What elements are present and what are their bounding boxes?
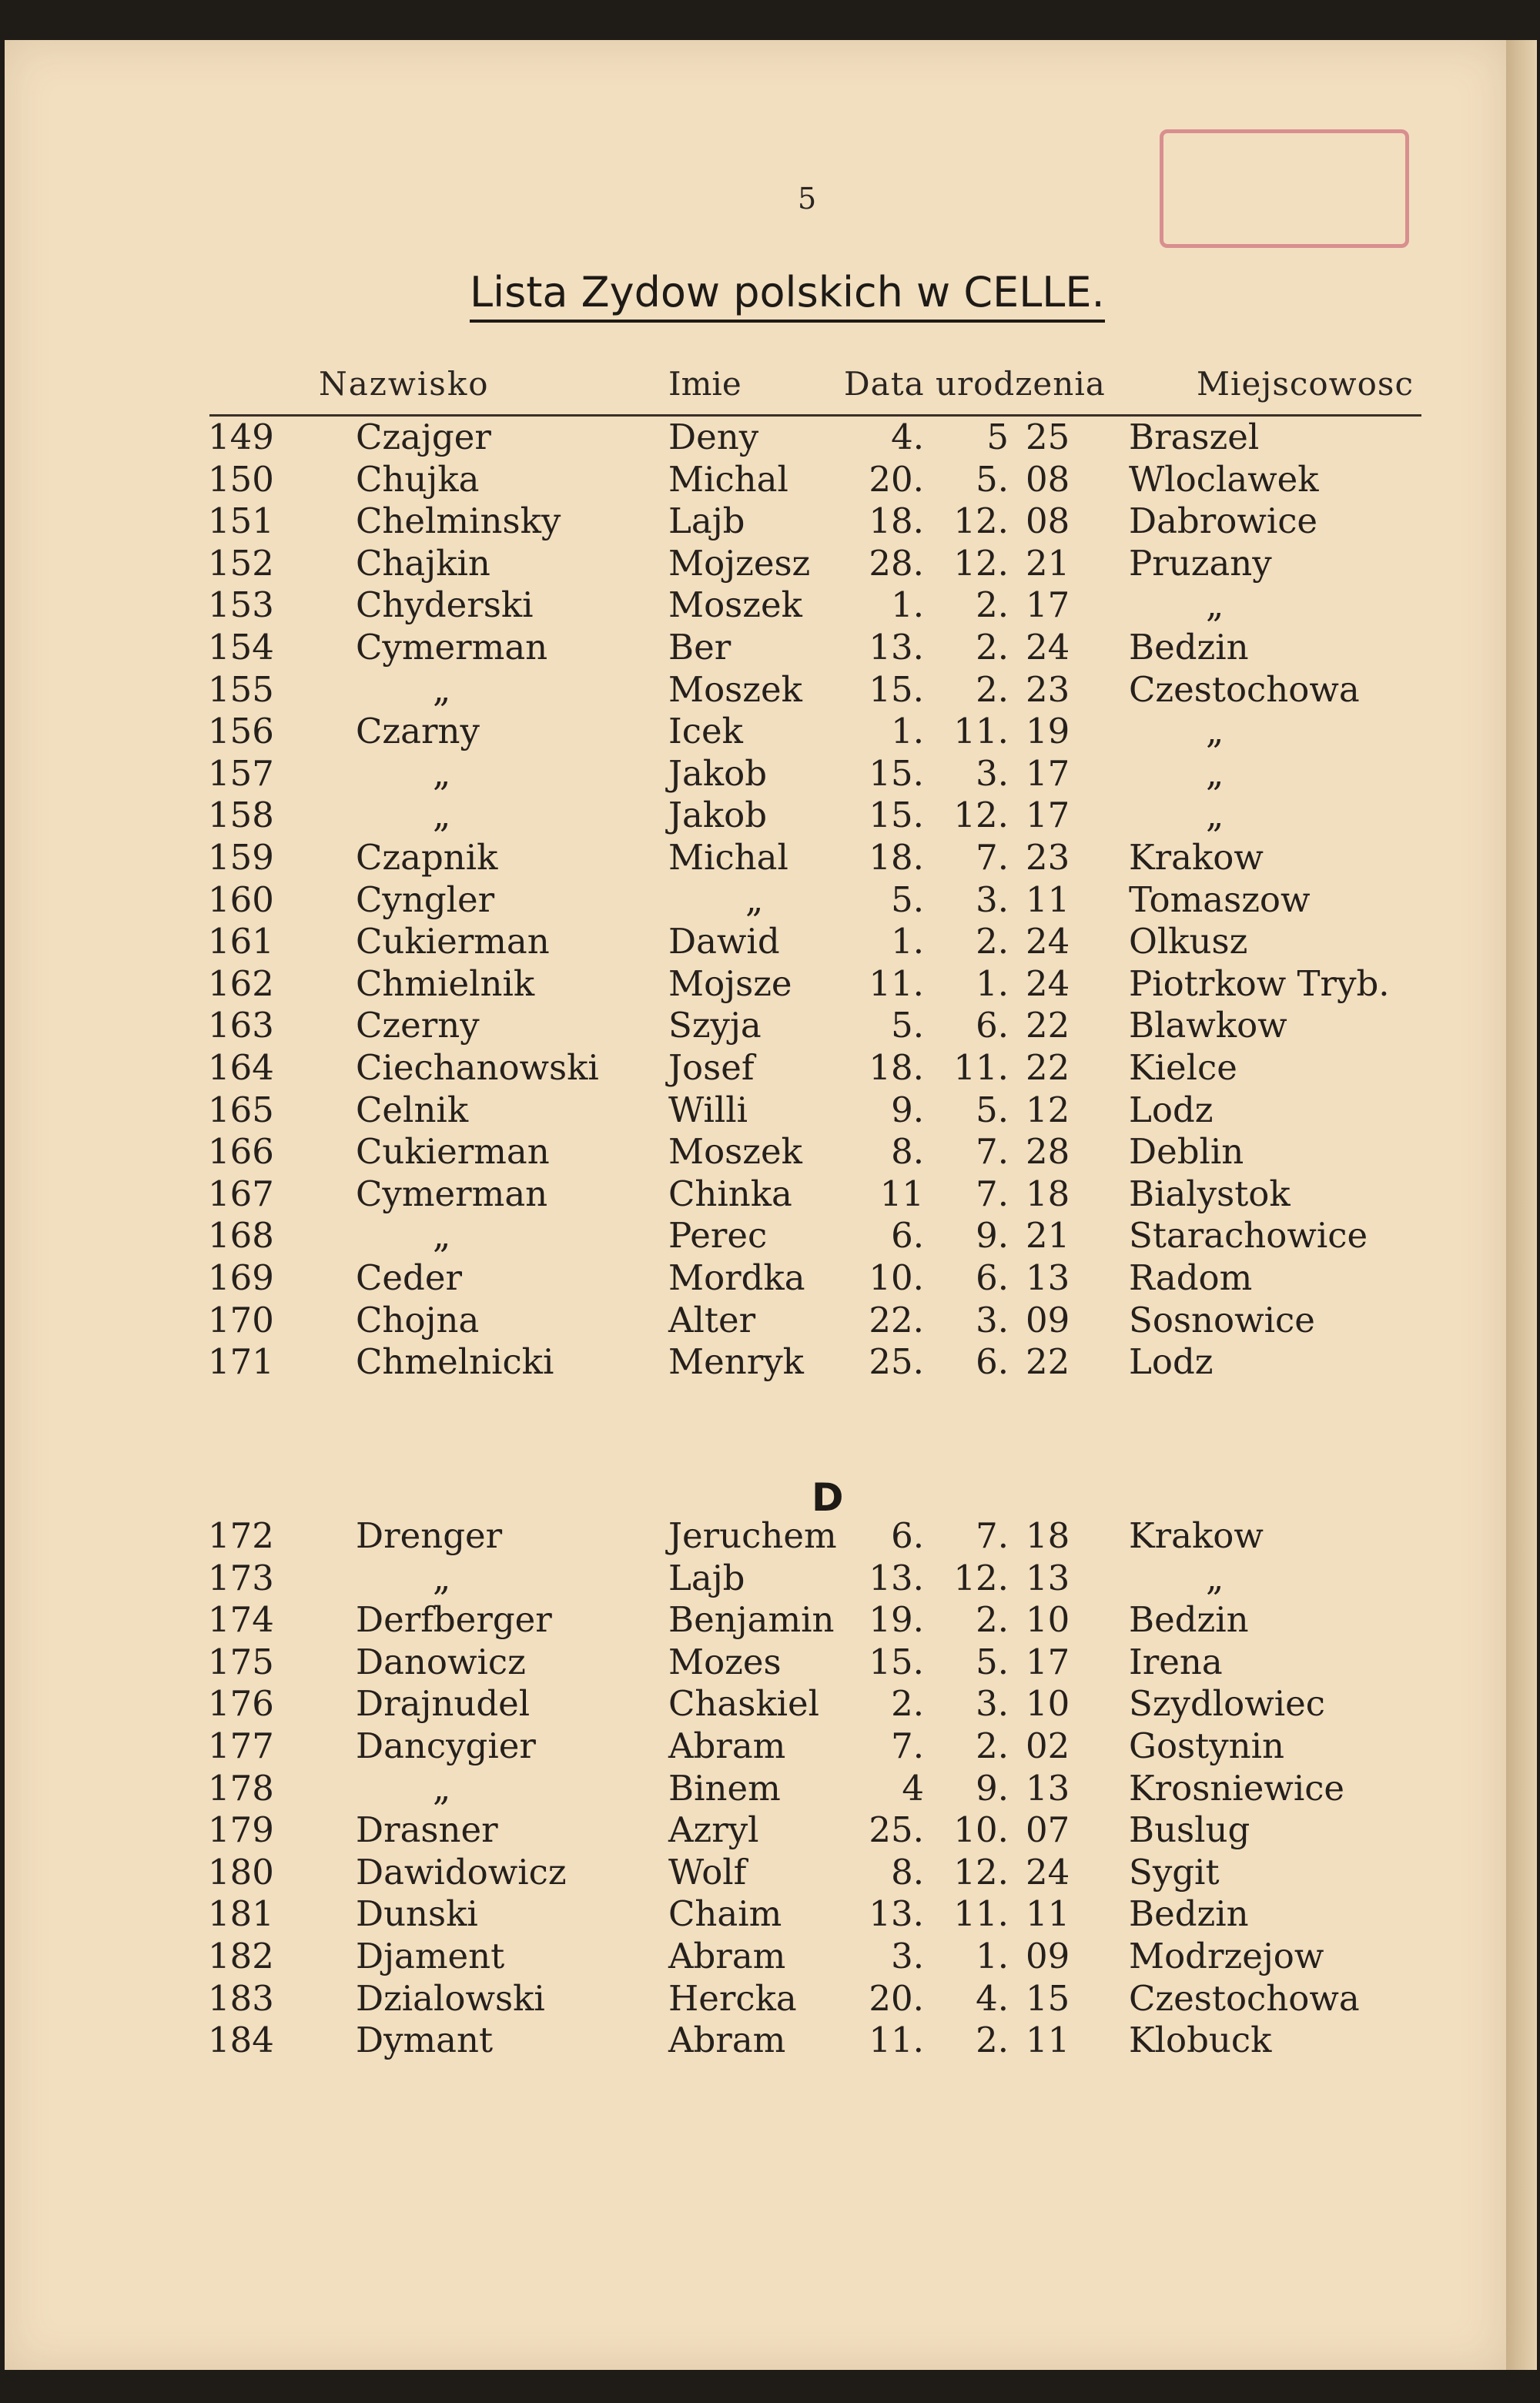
row-place: Czestochowa: [1129, 1977, 1360, 2019]
row-day: 15.: [869, 795, 924, 836]
row-first-name: Menryk: [668, 1341, 804, 1383]
row-number: 161: [208, 921, 274, 962]
row-surname: Celnik: [356, 1089, 469, 1130]
row-number: 151: [208, 500, 274, 542]
table-row: [5, 1340, 1506, 1383]
row-first-name: Willi: [668, 1089, 748, 1130]
row-day: 11: [879, 1173, 924, 1214]
row-first-name: Michal: [668, 837, 788, 878]
table-row: [5, 458, 1506, 500]
row-year: 13: [1026, 1557, 1070, 1598]
row-day: 13.: [869, 627, 924, 668]
row-first-name: Ber: [668, 627, 732, 668]
row-day: 25.: [869, 1809, 924, 1851]
row-year: 18: [1026, 1515, 1070, 1556]
table-row: [5, 1851, 1506, 1893]
row-first-name: Jakob: [668, 752, 768, 794]
row-year: 11: [1026, 2020, 1070, 2061]
table-row: [5, 1809, 1506, 1851]
row-place: Dabrowice: [1129, 500, 1318, 542]
row-surname: Cymerman: [356, 627, 548, 668]
row-first-name: „: [745, 879, 764, 920]
table-row: [5, 1173, 1506, 1215]
row-month: 3.: [976, 879, 1009, 920]
row-first-name: Jeruchem: [668, 1515, 837, 1556]
row-first-name: Wolf: [668, 1851, 747, 1893]
row-place: Gostynin: [1129, 1725, 1284, 1766]
row-year: 17: [1026, 795, 1070, 836]
row-day: 8.: [891, 1851, 924, 1893]
row-number: 165: [208, 1089, 274, 1130]
row-first-name: Michal: [668, 458, 788, 500]
row-first-name: Benjamin: [668, 1599, 835, 1641]
row-number: 166: [208, 1131, 274, 1173]
row-month: 10.: [953, 1809, 1009, 1851]
header-birth-date: Data urodzenia: [844, 365, 1106, 403]
row-place: Piotrkow Tryb.: [1129, 962, 1390, 1004]
row-month: 7.: [976, 837, 1009, 878]
row-month: 3.: [976, 752, 1009, 794]
row-surname: „: [433, 1215, 451, 1257]
row-number: 155: [208, 668, 274, 710]
row-surname: Ceder: [356, 1257, 463, 1298]
row-place: Bedzin: [1129, 1893, 1249, 1935]
table-row: [5, 1089, 1506, 1131]
row-surname: Dunski: [356, 1893, 478, 1935]
table-row: [5, 1935, 1506, 1977]
row-month: 2.: [976, 1725, 1009, 1766]
row-month: 2.: [976, 2020, 1009, 2061]
row-surname: Derfberger: [356, 1599, 552, 1641]
table-row: [5, 1130, 1506, 1173]
row-number: 171: [208, 1341, 274, 1383]
row-place: Starachowice: [1129, 1215, 1368, 1257]
row-surname: „: [433, 1557, 451, 1598]
row-first-name: Mojsze: [668, 962, 792, 1004]
row-day: 22.: [869, 1299, 924, 1340]
row-month: 12.: [953, 1851, 1009, 1893]
row-place: Irena: [1129, 1641, 1223, 1682]
row-number: 180: [208, 1851, 274, 1893]
row-month: 11.: [953, 1047, 1009, 1088]
row-place: Krakow: [1129, 1515, 1264, 1556]
table-row: [5, 1682, 1506, 1725]
row-year: 09: [1026, 1936, 1070, 1976]
row-day: 7.: [891, 1725, 924, 1766]
table-row: [5, 1893, 1506, 1935]
row-place: Krosniewice: [1129, 1767, 1345, 1809]
row-month: 11.: [953, 1893, 1009, 1935]
row-number: 154: [208, 627, 274, 668]
row-number: 167: [208, 1173, 274, 1214]
row-number: 178: [208, 1767, 274, 1809]
table-row: [5, 542, 1506, 584]
row-day: 11.: [869, 2020, 924, 2061]
row-day: 6.: [891, 1515, 924, 1556]
row-first-name: Perec: [668, 1215, 768, 1257]
row-year: 10: [1026, 1599, 1070, 1641]
row-first-name: Josef: [668, 1047, 755, 1088]
table-row: [5, 920, 1506, 962]
row-place: Blawkow: [1129, 1005, 1287, 1046]
row-first-name: Lajb: [668, 500, 745, 542]
row-place: Tomaszow: [1129, 879, 1311, 920]
table-row: [5, 1641, 1506, 1683]
row-first-name: Mozes: [668, 1641, 782, 1682]
row-month: 4.: [976, 1977, 1009, 2019]
book-spine: [1506, 40, 1537, 2370]
table-row: [5, 668, 1506, 711]
row-year: 09: [1026, 1299, 1070, 1340]
table-row: [5, 1299, 1506, 1341]
row-first-name: Moszek: [668, 584, 802, 626]
row-surname: Cymerman: [356, 1173, 548, 1214]
row-surname: Dymant: [356, 2020, 494, 2061]
row-place: Braszel: [1129, 417, 1260, 457]
row-first-name: Jakob: [668, 795, 768, 836]
row-month: 9.: [976, 1215, 1009, 1257]
row-day: 1.: [891, 921, 924, 962]
row-surname: Chajkin: [356, 542, 490, 584]
row-first-name: Hercka: [668, 1977, 797, 2019]
row-number: 149: [208, 417, 274, 457]
row-place: Olkusz: [1129, 921, 1248, 962]
row-month: 12.: [953, 795, 1009, 836]
row-number: 157: [208, 752, 274, 794]
row-place: Lodz: [1129, 1089, 1214, 1130]
row-place: Lodz: [1129, 1341, 1214, 1383]
row-place: „: [1206, 584, 1224, 626]
row-surname: Czajger: [356, 417, 491, 457]
row-first-name: Mordka: [668, 1257, 805, 1298]
row-surname: Chmielnik: [356, 962, 535, 1004]
row-month: 5.: [976, 1641, 1009, 1682]
row-place: „: [1206, 1557, 1224, 1598]
table-row: [5, 752, 1506, 795]
row-first-name: Lajb: [668, 1557, 745, 1598]
row-surname: Chyderski: [356, 584, 534, 626]
row-day: 10.: [869, 1257, 924, 1298]
row-surname: Danowicz: [356, 1641, 526, 1682]
row-first-name: Dawid: [668, 921, 780, 962]
row-month: 2.: [976, 921, 1009, 962]
header-first-name: Imie: [668, 365, 742, 403]
row-day: 9.: [891, 1089, 924, 1130]
row-number: 159: [208, 837, 274, 878]
row-year: 17: [1026, 584, 1070, 626]
document-page: [5, 40, 1506, 2370]
row-year: 24: [1026, 962, 1070, 1004]
row-first-name: Abram: [668, 1936, 786, 1976]
row-month: 7.: [976, 1131, 1009, 1173]
row-number: 162: [208, 962, 274, 1004]
row-number: 174: [208, 1599, 274, 1641]
row-place: Bedzin: [1129, 1599, 1249, 1641]
row-day: 15.: [869, 1641, 924, 1682]
row-year: 08: [1026, 458, 1070, 500]
row-day: 25.: [869, 1341, 924, 1383]
row-number: 177: [208, 1725, 274, 1766]
row-day: 15.: [869, 752, 924, 794]
row-day: 18.: [869, 500, 924, 542]
row-number: 176: [208, 1683, 274, 1725]
row-first-name: Abram: [668, 2020, 786, 2061]
row-place: Modrzejow: [1129, 1936, 1324, 1976]
row-month: 7.: [976, 1515, 1009, 1556]
row-year: 23: [1026, 837, 1070, 878]
table-row: [5, 2019, 1506, 2061]
row-number: 184: [208, 2020, 274, 2061]
row-day: 6.: [891, 1215, 924, 1257]
row-place: Szydlowiec: [1129, 1683, 1325, 1725]
row-surname: Cukierman: [356, 1131, 550, 1173]
row-number: 179: [208, 1809, 274, 1851]
row-surname: Dzialowski: [356, 1977, 545, 2019]
table-row: [5, 584, 1506, 626]
row-month: 12.: [953, 500, 1009, 542]
table-row: [5, 416, 1506, 458]
table-row: [5, 1557, 1506, 1599]
row-day: 19.: [869, 1599, 924, 1641]
row-year: 15: [1026, 1977, 1070, 2019]
row-first-name: Icek: [668, 711, 743, 752]
row-place: Klobuck: [1129, 2020, 1272, 2061]
row-year: 21: [1026, 1215, 1070, 1257]
row-year: 08: [1026, 500, 1070, 542]
table-row: [5, 794, 1506, 836]
row-number: 153: [208, 584, 274, 626]
row-year: 22: [1026, 1047, 1070, 1088]
row-surname: Cukierman: [356, 921, 550, 962]
table-row: [5, 962, 1506, 1005]
row-year: 18: [1026, 1173, 1070, 1214]
row-year: 07: [1026, 1809, 1070, 1851]
row-year: 12: [1026, 1089, 1070, 1130]
row-day: 13.: [869, 1893, 924, 1935]
row-place: Deblin: [1129, 1131, 1244, 1173]
row-number: 163: [208, 1005, 274, 1046]
row-month: 6.: [976, 1341, 1009, 1383]
page-number: 5: [798, 182, 817, 216]
row-month: 6.: [976, 1005, 1009, 1046]
row-surname: Drasner: [356, 1809, 498, 1851]
row-surname: Chujka: [356, 458, 480, 500]
row-month: 3.: [976, 1299, 1009, 1340]
row-number: 173: [208, 1557, 274, 1598]
row-day: 28.: [869, 542, 924, 584]
row-first-name: Szyja: [668, 1005, 762, 1046]
row-place: Krakow: [1129, 837, 1264, 878]
row-day: 5.: [891, 1005, 924, 1046]
row-month: 9.: [976, 1767, 1009, 1809]
row-day: 2.: [891, 1683, 924, 1725]
row-year: 25: [1026, 417, 1070, 457]
row-day: 20.: [869, 458, 924, 500]
table-row: [5, 1598, 1506, 1641]
row-year: 23: [1026, 668, 1070, 710]
row-first-name: Mojzesz: [668, 542, 811, 584]
row-surname: Czarny: [356, 711, 480, 752]
row-month: 12.: [953, 1557, 1009, 1598]
row-day: 18.: [869, 1047, 924, 1088]
table-row: [5, 1977, 1506, 2020]
table-row: [5, 710, 1506, 752]
row-year: 19: [1026, 711, 1070, 752]
page-title: Lista Zydow polskich w CELLE.: [470, 268, 1105, 323]
row-number: 183: [208, 1977, 274, 2019]
row-year: 22: [1026, 1341, 1070, 1383]
row-first-name: Chaskiel: [668, 1683, 820, 1725]
row-year: 02: [1026, 1725, 1070, 1766]
row-month: 2.: [976, 1599, 1009, 1641]
row-place: Bialystok: [1129, 1173, 1291, 1214]
row-first-name: Moszek: [668, 668, 802, 710]
table-row: [5, 879, 1506, 921]
row-day: 5.: [891, 879, 924, 920]
table-row: [5, 1004, 1506, 1046]
table-row: [5, 1214, 1506, 1257]
row-surname: „: [433, 668, 451, 710]
row-place: Sosnowice: [1129, 1299, 1315, 1340]
row-day: 13.: [869, 1557, 924, 1598]
row-year: 24: [1026, 627, 1070, 668]
row-month: 2.: [976, 584, 1009, 626]
row-month: 12.: [953, 542, 1009, 584]
row-number: 168: [208, 1215, 274, 1257]
table-row: [5, 626, 1506, 668]
row-surname: Drenger: [356, 1515, 503, 1556]
table-row: [5, 1257, 1506, 1299]
row-number: 164: [208, 1047, 274, 1088]
table-row: [5, 1767, 1506, 1809]
row-number: 169: [208, 1257, 274, 1298]
row-first-name: Binem: [668, 1767, 781, 1809]
row-place: Bedzin: [1129, 627, 1249, 668]
row-place: Buslug: [1129, 1809, 1250, 1851]
row-month: 7.: [976, 1173, 1009, 1214]
row-surname: Cyngler: [356, 879, 495, 920]
row-surname: Dawidowicz: [356, 1851, 567, 1893]
row-year: 17: [1026, 752, 1070, 794]
row-day: 11.: [869, 962, 924, 1004]
row-surname: Ciechanowski: [356, 1047, 599, 1088]
row-month: 5.: [976, 458, 1009, 500]
row-place: Czestochowa: [1129, 668, 1360, 710]
row-month: 1.: [976, 962, 1009, 1004]
row-year: 10: [1026, 1683, 1070, 1725]
row-number: 172: [208, 1515, 274, 1556]
row-number: 175: [208, 1641, 274, 1682]
row-number: 170: [208, 1299, 274, 1340]
row-surname: Czapnik: [356, 837, 498, 878]
row-day: 1.: [891, 711, 924, 752]
row-year: 22: [1026, 1005, 1070, 1046]
row-surname: Drajnudel: [356, 1683, 531, 1725]
row-year: 24: [1026, 1851, 1070, 1893]
row-month: 1.: [976, 1936, 1009, 1976]
row-surname: Djament: [356, 1936, 505, 1976]
row-day: 4.: [891, 417, 924, 457]
row-day: 20.: [869, 1977, 924, 2019]
row-month: 5: [986, 417, 1009, 457]
row-year: 21: [1026, 542, 1070, 584]
row-place: „: [1206, 752, 1224, 794]
row-first-name: Chaim: [668, 1893, 782, 1935]
row-year: 13: [1026, 1257, 1070, 1298]
row-first-name: Chinka: [668, 1173, 792, 1214]
row-place: Pruzany: [1129, 542, 1272, 584]
table-row: [5, 1514, 1506, 1557]
header-surname: Nazwisko: [319, 365, 490, 403]
row-first-name: Abram: [668, 1725, 786, 1766]
row-day: 4: [902, 1767, 924, 1809]
row-month: 11.: [953, 711, 1009, 752]
row-day: 8.: [891, 1131, 924, 1173]
row-number: 158: [208, 795, 274, 836]
row-day: 18.: [869, 837, 924, 878]
row-day: 1.: [891, 584, 924, 626]
row-year: 13: [1026, 1767, 1070, 1809]
row-month: 3.: [976, 1683, 1009, 1725]
row-number: 150: [208, 458, 274, 500]
table-row: [5, 836, 1506, 879]
row-number: 156: [208, 711, 274, 752]
row-number: 152: [208, 542, 274, 584]
row-place: Wloclawek: [1129, 458, 1319, 500]
row-month: 2.: [976, 668, 1009, 710]
section-letter-d: D: [812, 1475, 844, 1520]
row-number: 181: [208, 1893, 274, 1935]
row-day: 3.: [891, 1936, 924, 1976]
table-row: [5, 500, 1506, 542]
row-month: 5.: [976, 1089, 1009, 1130]
row-year: 11: [1026, 1893, 1070, 1935]
row-year: 24: [1026, 921, 1070, 962]
archive-stamp: [1160, 129, 1409, 248]
row-surname: Chmelnicki: [356, 1341, 554, 1383]
row-day: 15.: [869, 668, 924, 710]
row-place: Kielce: [1129, 1047, 1237, 1088]
row-first-name: Deny: [668, 417, 759, 457]
row-year: 28: [1026, 1131, 1070, 1173]
row-first-name: Azryl: [668, 1809, 759, 1851]
row-surname: Chojna: [356, 1299, 480, 1340]
table-row: [5, 1046, 1506, 1089]
row-surname: „: [433, 1767, 451, 1809]
row-surname: Dancygier: [356, 1725, 536, 1766]
row-surname: „: [433, 752, 451, 794]
row-place: Radom: [1129, 1257, 1253, 1298]
row-place: Sygit: [1129, 1851, 1220, 1893]
row-first-name: Moszek: [668, 1131, 802, 1173]
row-first-name: Alter: [668, 1299, 756, 1340]
row-number: 160: [208, 879, 274, 920]
row-surname: „: [433, 795, 451, 836]
row-place: „: [1206, 711, 1224, 752]
header-place: Miejscowosc: [1197, 365, 1414, 403]
row-month: 6.: [976, 1257, 1009, 1298]
row-month: 2.: [976, 627, 1009, 668]
row-place: „: [1206, 795, 1224, 836]
table-row: [5, 1725, 1506, 1767]
row-year: 11: [1026, 879, 1070, 920]
row-surname: Czerny: [356, 1005, 480, 1046]
row-number: 182: [208, 1936, 274, 1976]
row-surname: Chelminsky: [356, 500, 561, 542]
row-year: 17: [1026, 1641, 1070, 1682]
